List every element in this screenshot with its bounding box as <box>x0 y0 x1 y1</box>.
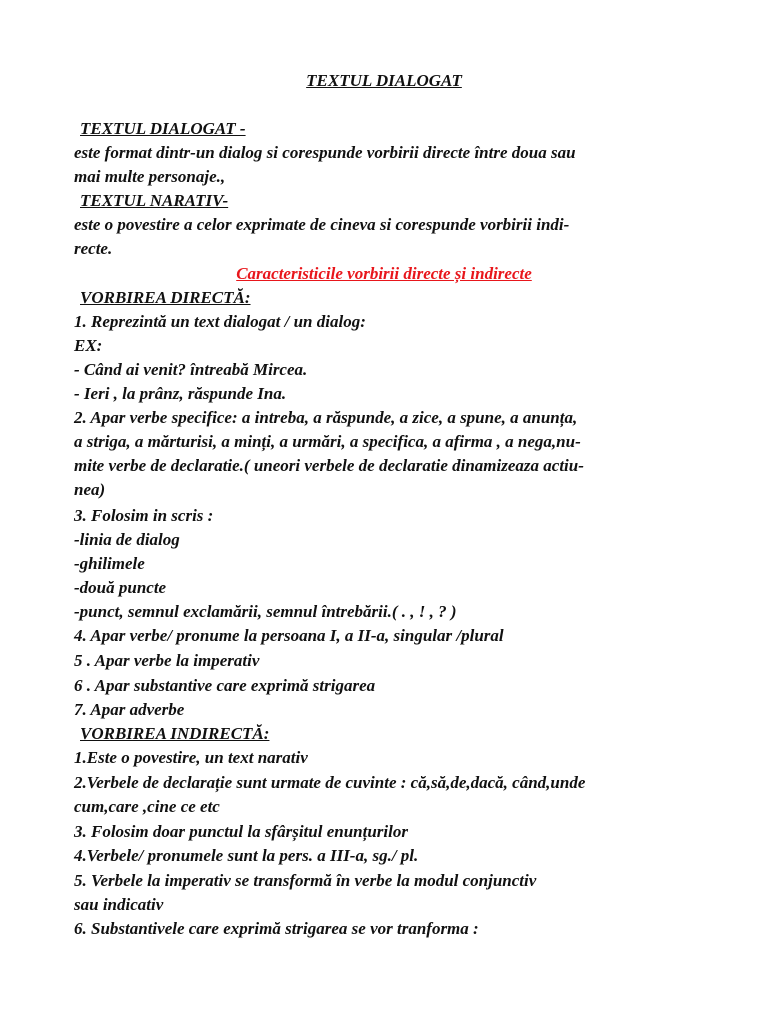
text-line: -linia de dialog <box>74 530 180 549</box>
text-line: EX: <box>74 336 103 355</box>
text-line: recte. <box>74 239 113 258</box>
text-line: 3. Folosim in scris : <box>74 506 214 525</box>
text-line: mai multe personaje., <box>74 167 226 186</box>
text-line: a striga, a mărturisi, a minți, a urmări, a specifica, a afirma , a nega,nu- <box>74 432 581 451</box>
text-line: 6 . Apar substantive care exprimă strigarea <box>74 676 376 695</box>
text-line: 5 . Apar verbe la imperativ <box>74 651 260 670</box>
text-line: 4.Verbele/ pronumele sunt la pers. a III-a, sg./ pl. <box>74 846 419 865</box>
heading-vorbirea-indirecta: VORBIREA INDIRECTĂ: <box>80 724 270 743</box>
text-line: mite verbe de declaratie.( uneori verbele de declaratie dinamizeaza actiu- <box>74 456 584 475</box>
heading-textul-dialogat: TEXTUL DIALOGAT - <box>80 119 246 138</box>
text-line: - Când ai venit? întreabă Mircea. <box>74 360 308 379</box>
text-line: - Ieri , la prânz, răspunde Ina. <box>74 384 287 403</box>
text-line: 6. Substantivele care exprimă strigarea se vor tranforma : <box>74 919 479 938</box>
section-heading-red: Caracteristicile vorbirii directe și indirecte <box>236 264 532 283</box>
text-line: 4. Apar verbe/ pronume la persoana I, a II-a, singular /plural <box>74 626 504 645</box>
page-title: TEXTUL DIALOGAT <box>306 71 462 90</box>
text-line: 5. Verbele la imperativ se transformă în verbe la modul conjunctiv <box>74 871 537 890</box>
text-line: 3. Folosim doar punctul la sfârșitul enunțurilor <box>74 822 408 841</box>
text-line: cum,care ,cine ce etc <box>74 797 220 816</box>
heading-vorbirea-directa: VORBIREA DIRECTĂ: <box>80 288 251 307</box>
text-line: -ghilimele <box>74 554 145 573</box>
text-line: este format dintr-un dialog si corespunde vorbirii directe între doua sau <box>74 143 576 162</box>
text-line: -două puncte <box>74 578 167 597</box>
text-line: 7. Apar adverbe <box>74 700 185 719</box>
text-line: nea) <box>74 480 106 499</box>
heading-textul-narativ: TEXTUL NARATIV- <box>80 191 229 210</box>
text-line: 2.Verbele de declarație sunt urmate de cuvinte : că,să,de,dacă, când,unde <box>74 773 586 792</box>
text-line: este o povestire a celor exprimate de cineva si corespunde vorbirii indi- <box>74 215 570 234</box>
text-line: -punct, semnul exclamării, semnul întrebării.( . , ! , ? ) <box>74 602 457 621</box>
text-line: 1. Reprezintă un text dialogat / un dialog: <box>74 312 366 331</box>
text-line: 1.Este o povestire, un text narativ <box>74 748 308 767</box>
text-line: 2. Apar verbe specifice: a intreba, a răspunde, a zice, a spune, a anunța, <box>74 408 578 427</box>
text-line: sau indicativ <box>74 895 164 914</box>
